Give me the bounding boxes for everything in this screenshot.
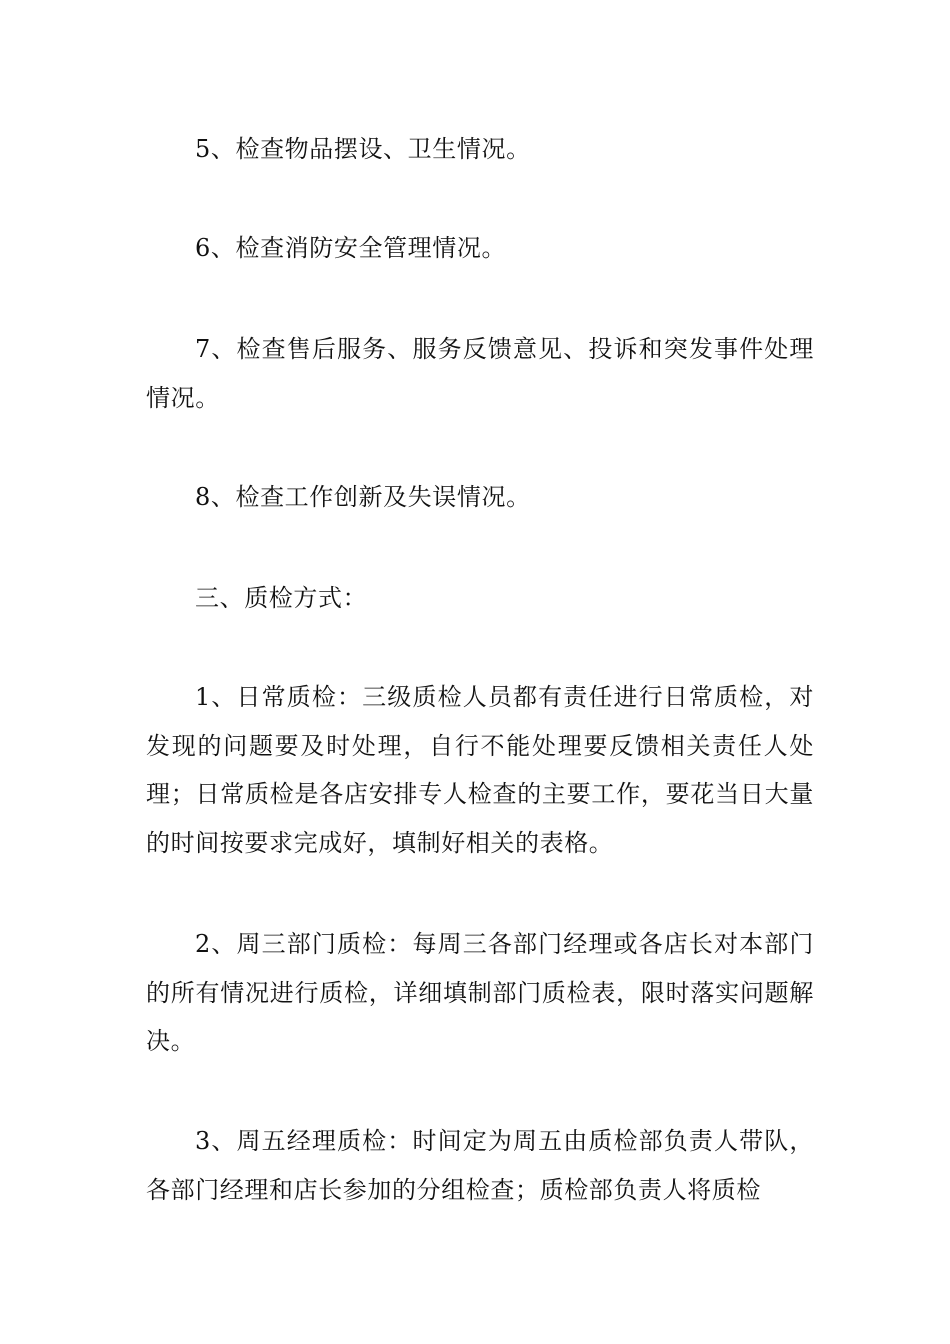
paragraph-wednesday-inspection: 2、周三部门质检：每周三各部门经理或各店长对本部门的所有情况进行质检，详细填制部门质检表，限时落实问题解决。: [146, 930, 814, 1055]
paragraph-item-7: 7、检查售后服务、服务反馈意见、投诉和突发事件处理情况。: [146, 335, 814, 412]
paragraph-daily-inspection: 1、日常质检：三级质检人员都有责任进行日常质检，对发现的问题要及时处理，自行不能处理要反馈相关责任人处理；日常质检是各店安排专人检查的主要工作，要花当日大量的时间按要求完成好，填制好相关的表格。: [146, 683, 814, 857]
paragraph-item-5: 5、检查物品摆设、卫生情况。: [195, 135, 531, 163]
paragraph-friday-inspection: 3、周五经理质检：时间定为周五由质检部负责人带队，各部门经理和店长参加的分组检查；质检部负责人将质检: [146, 1127, 814, 1204]
paragraph-item-6: 6、检查消防安全管理情况。: [195, 234, 507, 262]
paragraph-item-8: 8、检查工作创新及失误情况。: [195, 483, 531, 511]
section-heading-3: 三、质检方式：: [195, 584, 368, 612]
